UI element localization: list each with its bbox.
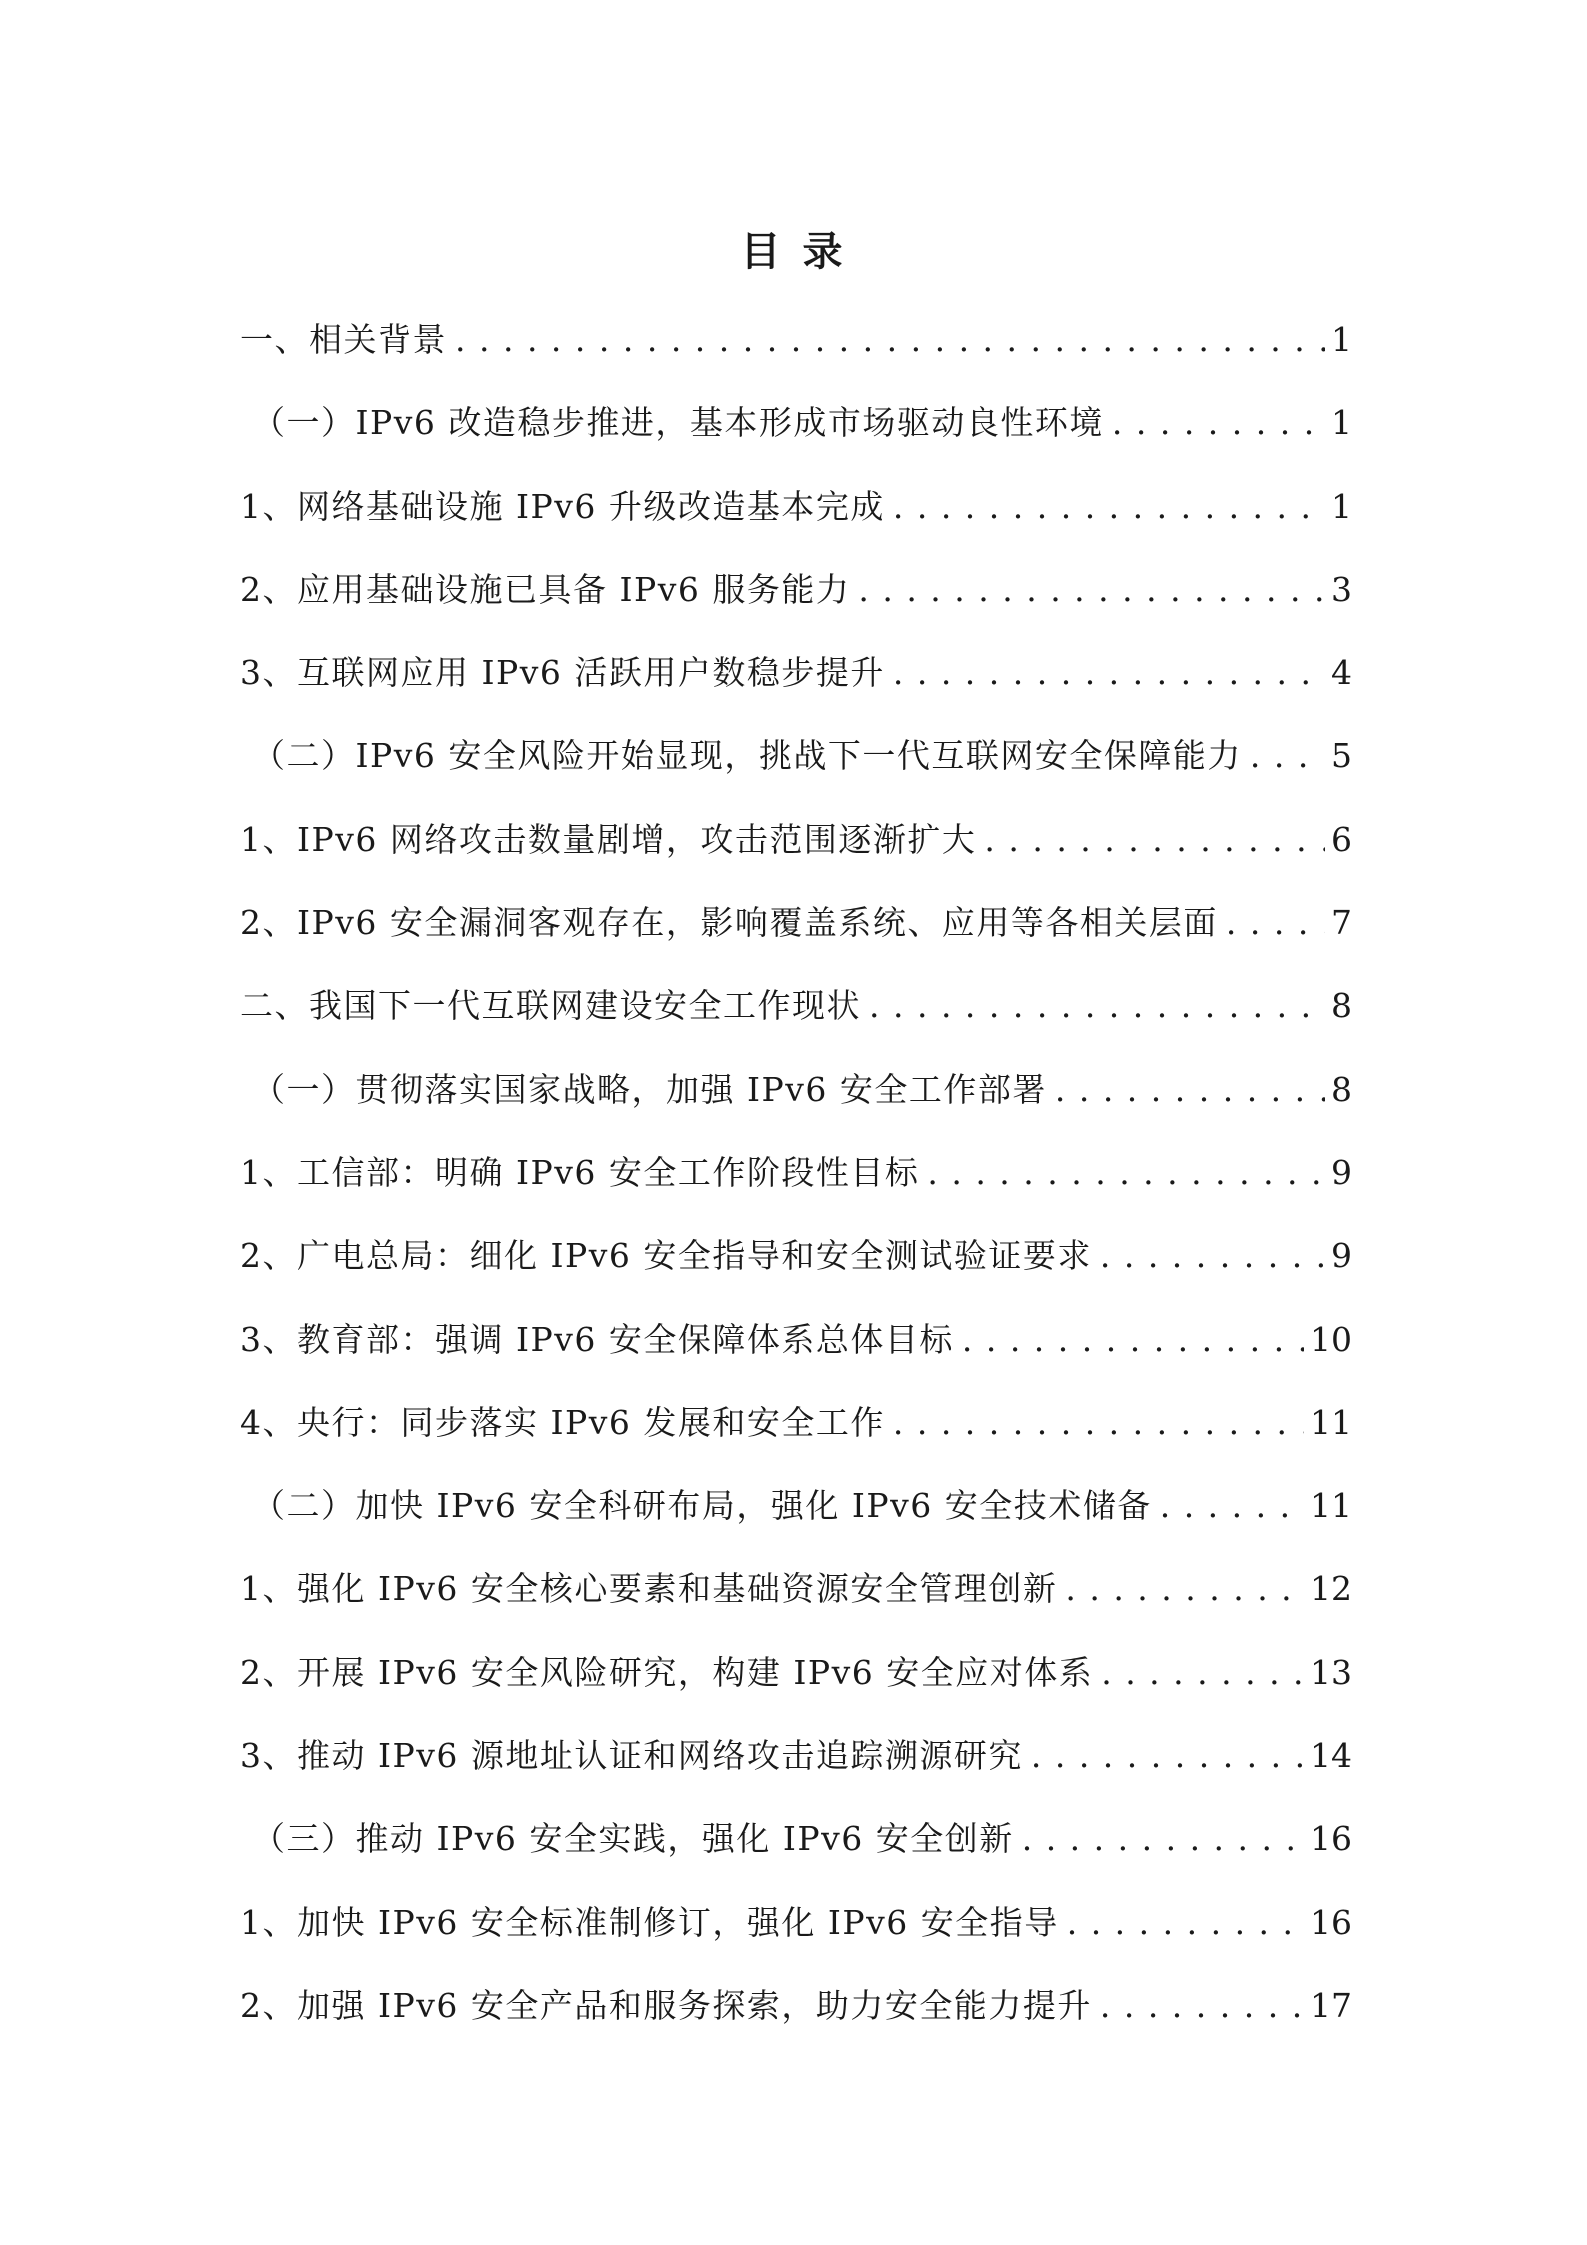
toc-entry-text: 2、加强 IPv6 安全产品和服务探索，助力安全能力提升 <box>240 1985 1092 2025</box>
toc-entry[interactable] <box>240 1476 1352 1559</box>
dot-leader <box>1226 893 1325 953</box>
toc-entry[interactable] <box>240 1893 1352 1976</box>
toc-page-number: 1 <box>1331 486 1352 526</box>
toc-entry-text: 1、网络基础设施 IPv6 升级改造基本完成 <box>240 486 885 526</box>
toc-title: 目 录 <box>740 228 847 275</box>
toc-entry[interactable] <box>240 726 1352 809</box>
dot-leader <box>893 1393 1304 1453</box>
toc-entry-text: （一）IPv6 改造稳步推进，基本形成市场驱动良性环境 <box>252 403 1104 443</box>
dot-leader <box>893 477 1325 537</box>
toc-entry-text: 一、相关背景 <box>240 320 447 359</box>
toc-entry[interactable] <box>240 976 1352 1059</box>
toc-entry[interactable] <box>240 1226 1352 1309</box>
toc-page-number: 16 <box>1310 1819 1352 1859</box>
toc-entry-text: （二）加快 IPv6 安全科研布局，强化 IPv6 安全技术储备 <box>252 1486 1152 1526</box>
toc-page-number: 10 <box>1310 1319 1352 1359</box>
toc-entry[interactable] <box>240 643 1352 726</box>
dot-leader <box>1160 1476 1304 1536</box>
toc-entry-text: 4、央行：同步落实 IPv6 发展和安全工作 <box>240 1402 885 1442</box>
toc-entry-text: 1、工信部：明确 IPv6 安全工作阶段性目标 <box>240 1152 920 1192</box>
dot-leader <box>1055 1060 1325 1120</box>
toc-entry[interactable] <box>240 477 1352 560</box>
toc-entry-text: 1、IPv6 网络攻击数量剧增，攻击范围逐渐扩大 <box>240 819 977 859</box>
toc-entry-text: 3、推动 IPv6 源地址认证和网络攻击追踪溯源研究 <box>240 1736 1023 1776</box>
toc-entry-text: 2、IPv6 安全漏洞客观存在，影响覆盖系统、应用等各相关层面 <box>240 903 1218 943</box>
toc-page-number: 8 <box>1331 986 1352 1026</box>
toc-page-number: 1 <box>1331 320 1352 359</box>
toc-entry[interactable] <box>240 1060 1352 1143</box>
toc-page-number: 9 <box>1331 1236 1352 1276</box>
toc-entry[interactable] <box>240 560 1352 643</box>
dot-leader <box>1065 1559 1304 1619</box>
toc-page-number: 13 <box>1310 1652 1352 1692</box>
toc-entry[interactable] <box>240 1393 1352 1476</box>
dot-leader <box>1250 726 1325 786</box>
toc-entry[interactable] <box>240 810 1352 893</box>
toc-entry-text: 3、教育部：强调 IPv6 安全保障体系总体目标 <box>240 1319 954 1359</box>
toc-page-number: 3 <box>1331 569 1352 609</box>
toc-page-number: 17 <box>1310 1985 1352 2025</box>
dot-leader <box>927 1143 1325 1203</box>
toc-page-number: 12 <box>1310 1569 1352 1609</box>
dot-leader <box>893 643 1325 703</box>
toc-entry[interactable] <box>240 1809 1352 1892</box>
dot-leader <box>858 560 1325 620</box>
toc-page-number: 11 <box>1310 1486 1352 1526</box>
dot-leader <box>869 976 1325 1036</box>
dot-leader <box>1022 1809 1304 1869</box>
toc-page-number: 11 <box>1310 1402 1352 1442</box>
toc-entry[interactable] <box>240 393 1352 476</box>
dot-leader <box>1112 393 1325 453</box>
toc-page-number: 1 <box>1331 403 1352 443</box>
toc-entry[interactable] <box>240 1310 1352 1393</box>
toc-entry[interactable] <box>240 1643 1352 1726</box>
toc-entry-text: 1、加快 IPv6 安全标准制修订，强化 IPv6 安全指导 <box>240 1902 1059 1942</box>
toc-page-number: 8 <box>1331 1069 1352 1109</box>
toc-page-number: 7 <box>1331 903 1352 943</box>
toc-entry[interactable] <box>240 310 1352 393</box>
toc-entry[interactable] <box>240 1143 1352 1226</box>
toc-page-number: 9 <box>1331 1152 1352 1192</box>
toc-entry-text: 二、我国下一代互联网建设安全工作现状 <box>240 986 861 1026</box>
toc-entry[interactable] <box>240 1976 1352 2059</box>
dot-leader <box>1100 1226 1325 1286</box>
toc-entry-text: （三）推动 IPv6 安全实践，强化 IPv6 安全创新 <box>252 1819 1014 1859</box>
dot-leader <box>1101 1643 1304 1703</box>
toc-page-number: 6 <box>1331 819 1352 859</box>
toc-entry-text: 2、开展 IPv6 安全风险研究，构建 IPv6 安全应对体系 <box>240 1652 1094 1692</box>
dot-leader <box>1031 1726 1304 1786</box>
dot-leader <box>1100 1976 1304 2036</box>
toc-entry[interactable] <box>240 893 1352 976</box>
toc-page-number: 14 <box>1310 1736 1352 1776</box>
toc-entry-text: （一）贯彻落实国家战略，加强 IPv6 安全工作部署 <box>252 1069 1047 1109</box>
toc-page-number: 4 <box>1331 653 1352 693</box>
toc-page-number: 16 <box>1310 1902 1352 1942</box>
toc-entry-text: 2、应用基础设施已具备 IPv6 服务能力 <box>240 569 851 609</box>
toc-entry-text: 1、强化 IPv6 安全核心要素和基础资源安全管理创新 <box>240 1569 1058 1609</box>
toc-entry[interactable] <box>240 1559 1352 1642</box>
dot-leader <box>455 310 1325 370</box>
toc-entry-text: 2、广电总局：细化 IPv6 安全指导和安全测试验证要求 <box>240 1236 1092 1276</box>
dot-leader <box>984 810 1325 870</box>
toc-entry[interactable] <box>240 1726 1352 1809</box>
toc-entry-text: 3、互联网应用 IPv6 活跃用户数稳步提升 <box>240 653 885 693</box>
dot-leader <box>1067 1893 1304 1953</box>
toc-entry-text: （二）IPv6 安全风险开始显现，挑战下一代互联网安全保障能力 <box>252 736 1242 776</box>
toc-page-number: 5 <box>1331 736 1352 776</box>
dot-leader <box>962 1310 1304 1370</box>
toc-list <box>240 310 1352 2059</box>
